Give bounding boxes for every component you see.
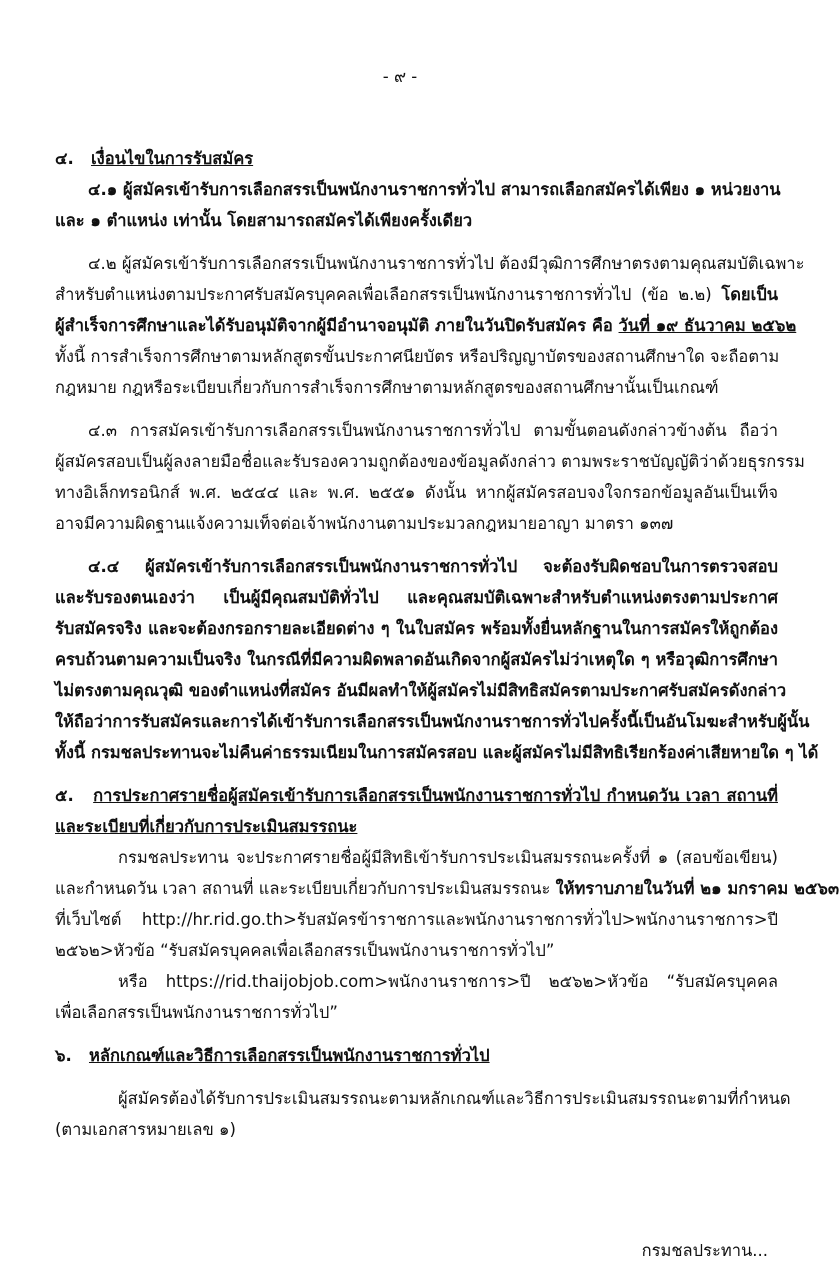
section-5-line [55,873,839,904]
paragraph-4-3-line: ทางอิเล็กทรอนิกส์ พ.ศ. ๒๕๔๔ และ พ.ศ. ๒๕๕๑ ดังนั้น หากผู้สมัครสอบจงใจกรอกข้อมูลอันเป็นเท็จ [55,483,778,502]
section-5-line: เพื่อเลือกสรรเป็นพนักงานราชการทั่วไป” [55,1003,338,1022]
section-title: เงื่อนไขในการรับสมัคร [91,149,254,168]
announce-date: ให้ทราบภายในวันที่ ๒๑ มกราคม ๒๕๖๓ [555,879,839,898]
section-4-heading [55,143,778,174]
paragraph-4-1-line: ๔.๑ ผู้สมัครเข้ารับการเลือกสรรเป็นพนักงานราชการทั่วไป สามารถเลือกสมัครได้เพียง ๑ หน่วยงาน [88,180,781,199]
paragraph-4-1-line: และ ๑ ตำแหน่ง เท่านั้น โดยสามารถสมัครได้เพียงครั้งเดียว [55,211,473,230]
paragraph-4-4-line: และรับรองตนเองว่า เป็นผู้มีคุณสมบัติทั่วไป และคุณสมบัติเฉพาะสำหรับตำแหน่งตรงตามประกาศ [55,588,778,607]
section-number: ๔. [55,149,74,168]
section-5-line: กรมชลประทาน จะประกาศรายชื่อผู้มีสิทธิเข้ารับการประเมินสมรรถนะครั้งที่ ๑ (สอบข้อเขียน) [118,848,778,867]
section-5-heading [55,780,778,811]
paragraph-4-4-line: ทั้งนี้ กรมชลประทานจะไม่คืนค่าธรรมเนียมในการสมัครสอบ และผู้สมัครไม่มีสิทธิเรียกร้องค่าเสียหายใด ๆ ได้ [55,743,819,762]
paragraph-4-2-line: กฎหมาย กฎหรือระเบียบเกี่ยวกับการสำเร็จการศึกษาตามหลักสูตรของสถานศึกษานั้นเป็นเกณฑ์ [55,378,719,397]
section-5-heading-cont: และระเบียบที่เกี่ยวกับการประเมินสมรรถนะ [55,817,358,836]
paragraph-4-2-line: ทั้งนี้ การสำเร็จการศึกษาตามหลักสูตรขั้นประกาศนียบัตร หรือปริญญาบัตรของสถานศึกษาใด จะถือตาม [55,347,780,366]
paragraph-4-4-line: ครบถ้วนตามความเป็นจริง ในกรณีที่มีความผิดพลาดอันเกิดจากผู้สมัครไม่ว่าเหตุใด ๆ หรือวุฒิการศึกษา [55,650,778,669]
text: และกำหนดวัน เวลา สถานที่ และระเบียบเกี่ยวกับการประเมินสมรรถนะ [55,879,551,898]
section-title: การประกาศรายชื่อผู้สมัครเข้ารับการเลือกสรรเป็นพนักงานราชการทั่วไป กำหนดวัน เวลา สถานที่ [93,786,778,805]
paragraph-4-4-line: ไม่ตรงตามคุณวุฒิ ของตำแหน่งที่สมัคร อันมีผลทำให้ผู้สมัครไม่มีสิทธิสมัครตามประกาศรับสมัครดังกล่าว [55,681,787,700]
bold-text: ผู้สำเร็จการศึกษาและได้รับอนุมัติจากผู้มีอำนาจอนุมัติ ภายในวันปิดรับสมัคร คือ [55,316,613,335]
paragraph-4-2-line [55,310,797,341]
bold-text: โดยเป็น [721,285,778,304]
paragraph-4-2-line: ๔.๒ ผู้สมัครเข้ารับการเลือกสรรเป็นพนักงานราชการทั่วไป ต้องมีวุฒิการศึกษาตรงตามคุณสมบัติเฉพาะ [88,254,805,273]
section-6-line: (ตามเอกสารหมายเลข ๑) [55,1120,236,1139]
section-5-line: หรือ https://rid.thaijobjob.com>พนักงานราชการ>ปี ๒๕๖๒>หัวข้อ “รับสมัครบุคคล [118,972,778,991]
document-body [55,0,839,1145]
paragraph-4-3-line: อาจมีความผิดฐานแจ้งความเท็จต่อเจ้าพนักงานตามประมวลกฎหมายอาญา มาตรา ๑๓๗ [55,514,674,533]
continuation-footer: กรมชลประทาน... [641,1241,768,1260]
paragraph-4-3-line: ผู้สมัครสอบเป็นผู้ลงลายมือชื่อและรับรองความถูกต้องของข้อมูลดังกล่าว ตามพระราชบัญญัติว่าด้วยธุรกรรม [55,452,805,471]
section-title: หลักเกณฑ์และวิธีการเลือกสรรเป็นพนักงานราชการทั่วไป [88,1046,490,1065]
section-6-line: ผู้สมัครต้องได้รับการประเมินสมรรถนะตามหลักเกณฑ์และวิธีการประเมินสมรรถนะตามที่กำหนด [118,1089,791,1108]
section-6-heading [55,1040,778,1071]
paragraph-4-4-line: รับสมัครจริง และจะต้องกรอกรายละเอียดต่าง ๆ ในใบสมัคร พร้อมทั้งยื่นหลักฐานในการสมัครให้ถูกต้อง [55,619,778,638]
text: สำหรับตำแหน่งตามประกาศรับสมัครบุคคลเพื่อเลือกสรรเป็นพนักงานราชการทั่วไป (ข้อ ๒.๒) [55,285,712,304]
paragraph-4-3-line: ๔.๓ การสมัครเข้ารับการเลือกสรรเป็นพนักงานราชการทั่วไป ตามขั้นตอนดังกล่าวข้างต้น ถือว่า [88,421,778,440]
section-5-line: ที่เว็บไซต์ http://hr.rid.go.th>รับสมัครข้าราชการและพนักงานราชการทั่วไป>พนักงานราชการ>ปี [55,910,778,929]
section-number: ๖. [55,1046,72,1065]
deadline-date: วันที่ ๑๙ ธันวาคม ๒๕๖๒ [618,316,797,335]
paragraph-4-4-line: ๔.๔ ผู้สมัครเข้ารับการเลือกสรรเป็นพนักงานราชการทั่วไป จะต้องรับผิดชอบในการตรวจสอบ [88,557,778,576]
paragraph-4-2-line [55,279,778,310]
section-number: ๕. [55,786,74,805]
section-5-line: ๒๕๖๒>หัวข้อ “รับสมัครบุคคลเพื่อเลือกสรรเป็นพนักงานราชการทั่วไป” [55,941,555,960]
paragraph-4-4-line: ให้ถือว่าการรับสมัครและการได้เข้ารับการเลือกสรรเป็นพนักงานราชการทั่วไปครั้งนี้เป็นอันโมฆะสำหรับผู้นั้น [55,712,810,731]
page-number: - ๙ - [382,67,418,86]
